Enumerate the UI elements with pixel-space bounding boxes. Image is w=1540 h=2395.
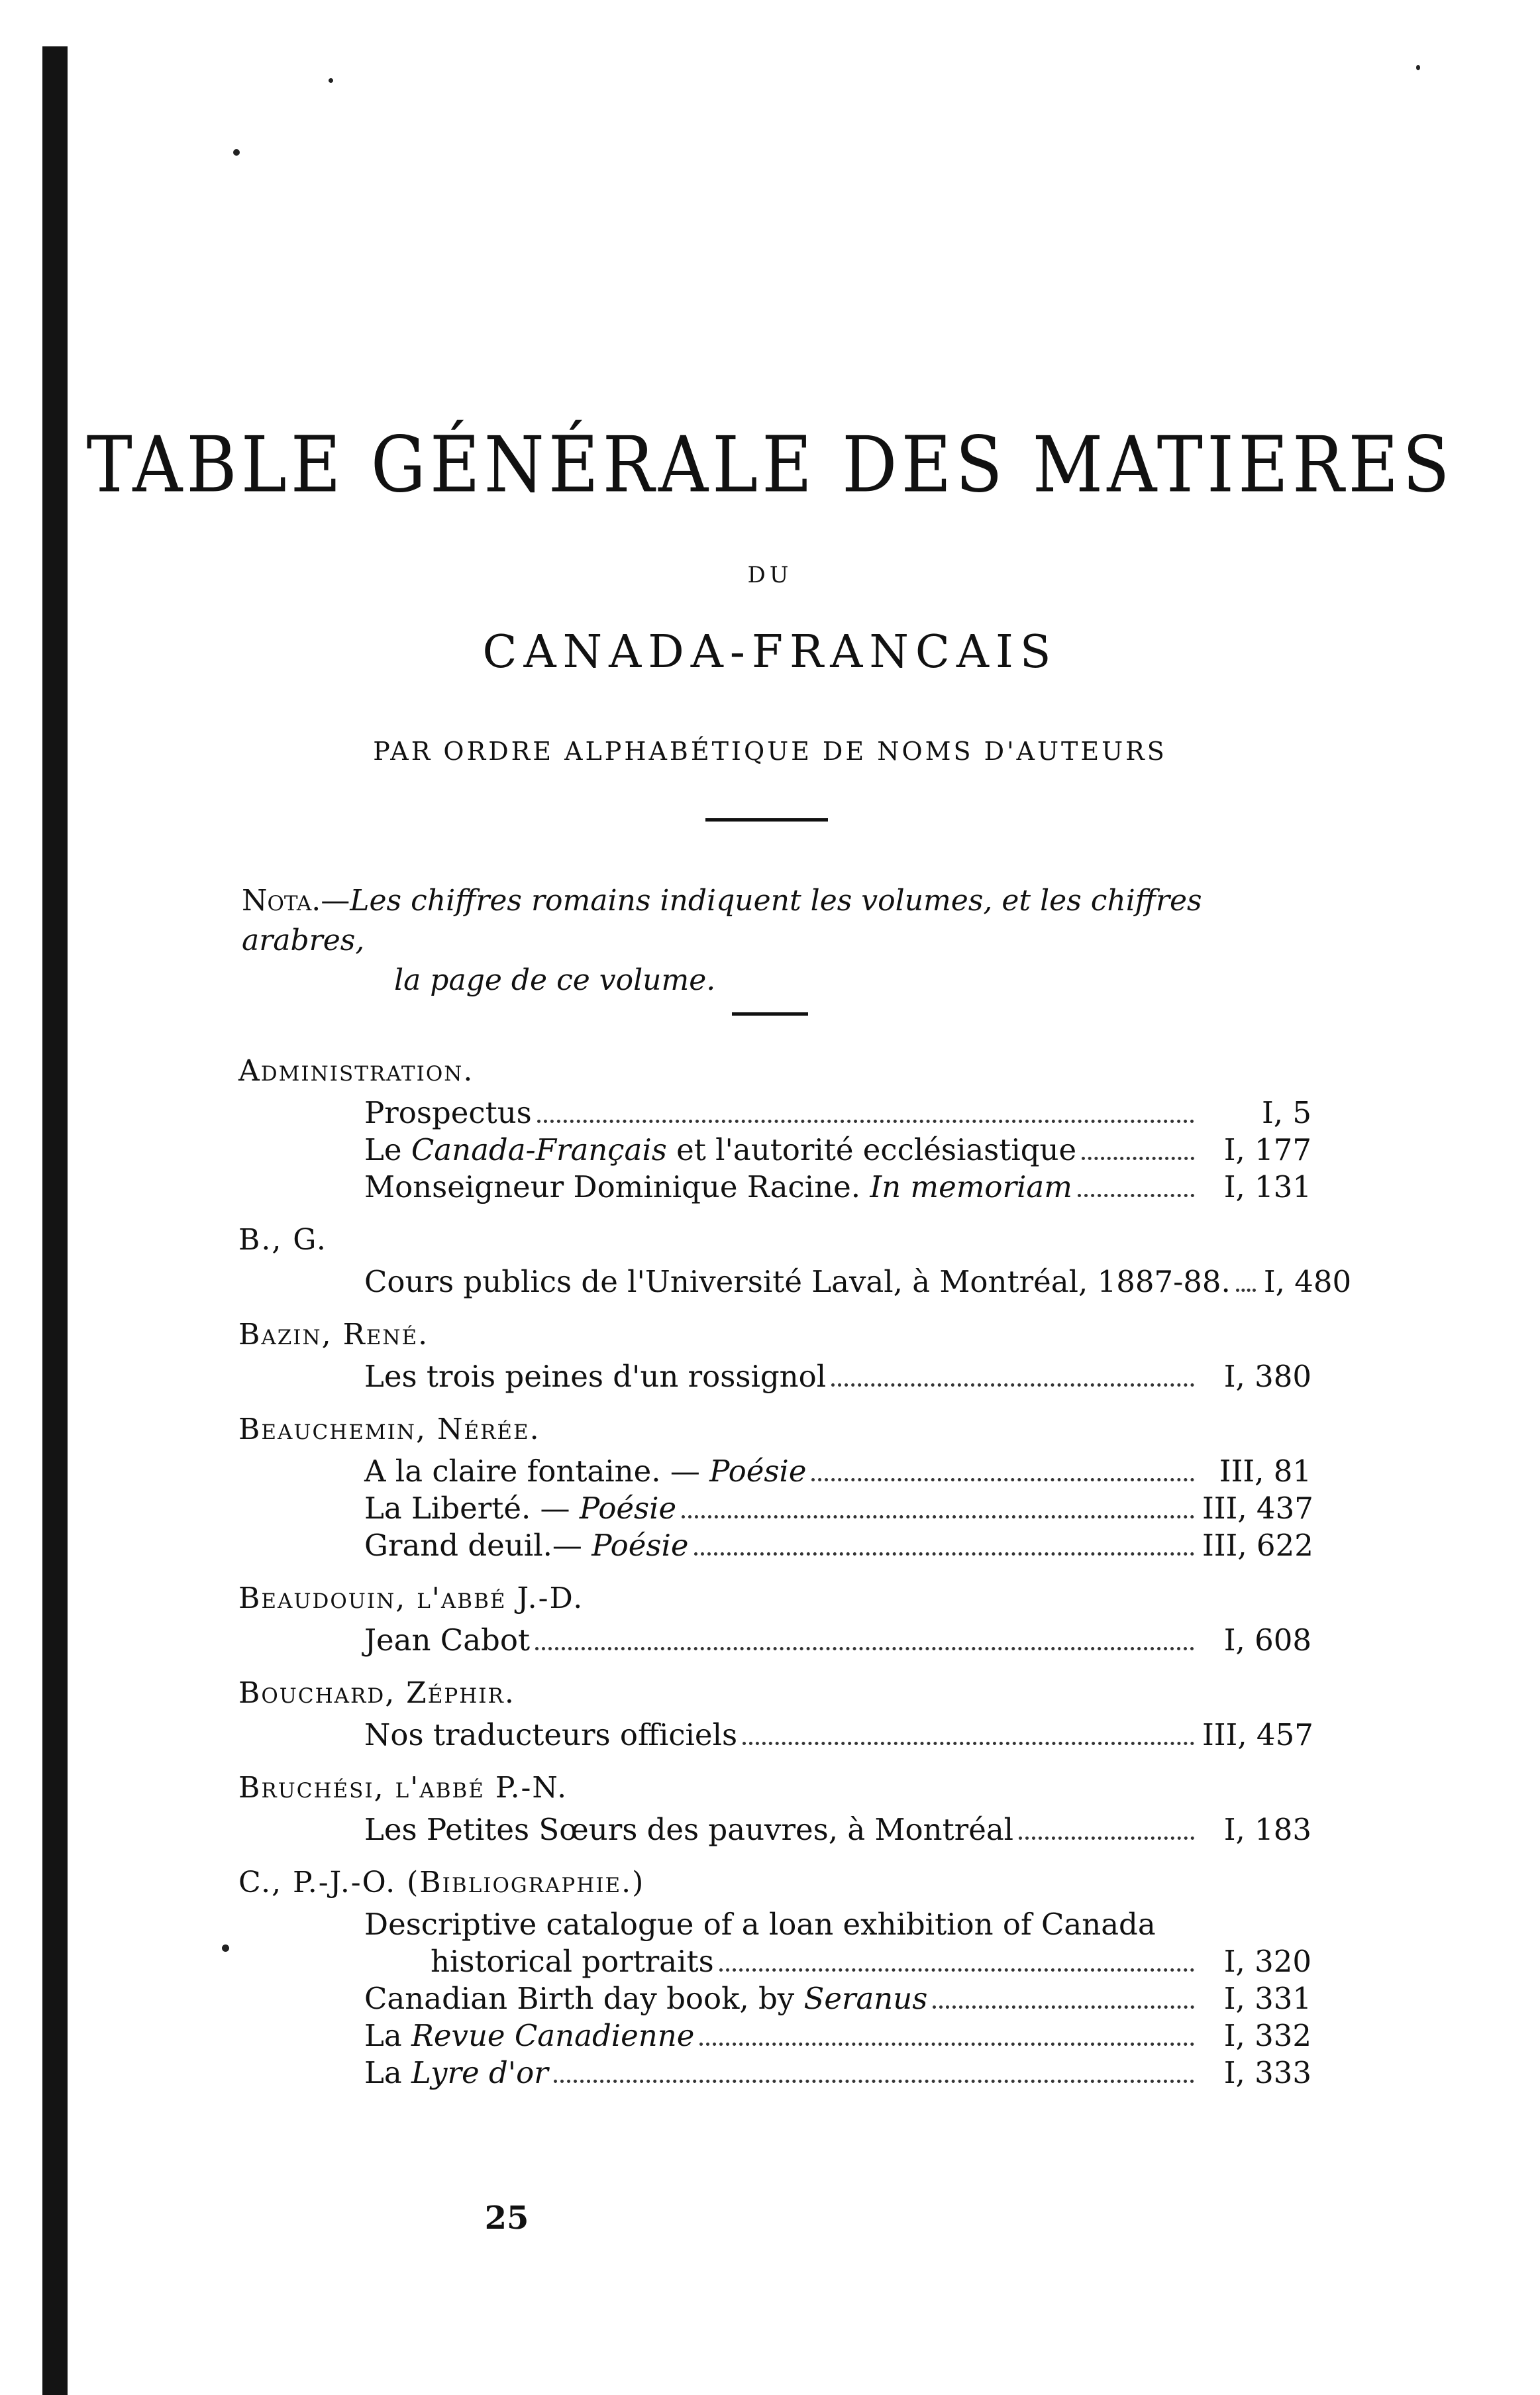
index-entry	[364, 1490, 1311, 1527]
leader-dots	[719, 1968, 1194, 1972]
author-heading	[238, 1772, 1311, 1805]
author-heading	[238, 1319, 1311, 1352]
index-entry	[364, 1169, 1311, 1206]
index-entry	[364, 1263, 1352, 1301]
author-name: Beaudouin, l'abbé J.-D.	[238, 1581, 584, 1615]
entry-title-pre: Descriptive catalogue of a loan exhibition of Canada	[364, 1907, 1156, 1942]
leader-dots	[1236, 1289, 1256, 1292]
entry-title	[364, 1527, 689, 1564]
entry-title-pre: Cours publics de l'Université Laval, à Montréal, 1887-88.	[364, 1264, 1231, 1299]
entry-title-ital: Poésie	[591, 1528, 689, 1563]
volume-page-ref: I, 183	[1223, 1812, 1311, 1847]
author-heading	[238, 1414, 1311, 1446]
leader-dots	[682, 1515, 1194, 1518]
entry-title	[364, 1169, 1072, 1206]
entry-title-pre: Monseigneur Dominique Racine.	[364, 1169, 870, 1204]
print-speck	[329, 78, 333, 83]
entry-title-post: et l'autorité ecclésiastique	[666, 1132, 1077, 1167]
entry-title	[364, 2017, 694, 2054]
volume-page-ref: III, 622	[1202, 1528, 1313, 1563]
entry-title-pre: Les trois peines d'un rossignol	[364, 1359, 827, 1394]
index-entry-continued	[431, 1943, 1311, 1980]
volume-page-ref: I, 608	[1223, 1623, 1311, 1658]
index-entry	[364, 1811, 1311, 1848]
author-name: Administration.	[238, 1054, 474, 1088]
leader-dots	[1078, 1194, 1194, 1197]
leader-dots	[694, 1552, 1195, 1556]
leader-dots	[743, 1742, 1194, 1745]
author-name: C., P.-J.-O. (Bibliographie.)	[238, 1866, 645, 1899]
index-entry	[364, 1527, 1311, 1564]
entry-title	[364, 2054, 548, 2092]
volume-page-ref: I, 332	[1223, 2018, 1311, 2053]
entry-title	[364, 1717, 737, 1754]
index-entry	[364, 1906, 1311, 1943]
volume-page-ref: I, 331	[1223, 1981, 1311, 2016]
leader-dots	[1019, 1836, 1194, 1840]
index-entry	[364, 1717, 1311, 1754]
entry-title	[364, 1453, 806, 1490]
entry-title-pre: Prospectus	[364, 1095, 532, 1130]
entry-title-pre: Le	[364, 1132, 411, 1167]
volume-page-ref: I, 320	[1223, 1944, 1311, 1979]
entry-title-pre: Les Petites Sœurs des pauvres, à Montréal	[364, 1812, 1014, 1847]
book-spine-shadow	[42, 46, 68, 2395]
entry-title-ital: In memoriam	[870, 1169, 1072, 1204]
leader-dots	[699, 2043, 1194, 2046]
nota-text-line2: la page de ce volume.	[394, 963, 716, 997]
publication-title: CANADA-FRANCAIS	[482, 626, 1058, 678]
author-index	[238, 1037, 1352, 2092]
leader-dots	[554, 2080, 1194, 2083]
print-speck	[1416, 65, 1420, 70]
entry-title-pre: Jean Cabot	[364, 1623, 531, 1658]
entry-title-ital: Lyre d'or	[411, 2055, 548, 2090]
divider-rule	[732, 1012, 808, 1016]
leader-dots	[811, 1478, 1194, 1481]
entry-title-pre: Grand deuil.—	[364, 1528, 592, 1563]
author-name: Bouchard, Zéphir.	[238, 1676, 515, 1710]
index-entry	[364, 1980, 1311, 2017]
author-heading	[238, 1583, 1311, 1615]
volume-page-ref: I, 5	[1261, 1095, 1311, 1130]
entry-title-pre: La Liberté. —	[364, 1491, 580, 1526]
entry-title-pre: Canadian Birth day book, by	[364, 1981, 804, 2016]
print-speck	[222, 1944, 229, 1952]
volume-page-ref: I, 333	[1223, 2055, 1311, 2090]
entry-title	[364, 1094, 532, 1132]
author-name: Bruchési, l'abbé P.-N.	[238, 1771, 568, 1805]
leader-dots	[535, 1647, 1194, 1650]
nota-lead: Nota.	[242, 884, 321, 918]
volume-page-ref: I, 177	[1223, 1132, 1311, 1167]
entry-title	[364, 1358, 826, 1395]
entry-title-ital: Poésie	[579, 1491, 677, 1526]
volume-page-ref: III, 437	[1202, 1491, 1313, 1526]
entry-title-pre: La	[364, 2018, 412, 2053]
entry-title	[364, 1811, 1013, 1848]
entry-title-continued: historical portraits	[431, 1944, 714, 1979]
entry-title	[364, 1622, 530, 1659]
author-name: Bazin, René.	[238, 1318, 429, 1352]
title-connector: DU	[747, 562, 793, 588]
entry-title-pre: Nos traducteurs officiels	[364, 1717, 738, 1752]
leader-dots	[537, 1120, 1194, 1123]
index-entry	[364, 1622, 1311, 1659]
index-entry	[364, 1094, 1311, 1132]
author-heading	[238, 1224, 1311, 1257]
page-title: TABLE GÉNÉRALE DES MATIERES	[86, 419, 1454, 510]
print-speck	[233, 149, 240, 156]
entry-title-ital: Seranus	[803, 1981, 928, 2016]
volume-page-ref: I, 380	[1223, 1359, 1311, 1394]
entry-title-ital: Revue Canadienne	[411, 2018, 695, 2053]
leader-dots	[1082, 1157, 1194, 1160]
index-entry	[364, 1132, 1311, 1169]
divider-rule	[705, 818, 828, 822]
nota-text-line1: Les chiffres romains indiquent les volumes, et les chiffres arabres,	[242, 884, 1202, 957]
index-entry	[364, 2054, 1311, 2092]
entry-title	[364, 1490, 676, 1527]
entry-title	[364, 1132, 1076, 1169]
entry-title-ital: Canada-Français	[411, 1132, 667, 1167]
leader-dots	[831, 1383, 1194, 1387]
index-entry	[364, 1358, 1311, 1395]
author-name: B., G.	[238, 1223, 327, 1257]
entry-title-ital: Poésie	[709, 1454, 807, 1489]
volume-page-ref: III, 457	[1202, 1717, 1313, 1752]
volume-page-ref: III, 81	[1219, 1454, 1311, 1489]
entry-title-pre: A la claire fontaine. —	[364, 1454, 710, 1489]
page-subtitle: PAR ORDRE ALPHABÉTIQUE DE NOMS D'AUTEURS	[373, 737, 1167, 766]
author-heading	[238, 1867, 1311, 1899]
author-name: Beauchemin, Nérée.	[238, 1412, 540, 1446]
entry-title	[364, 1263, 1231, 1301]
author-heading	[238, 1677, 1311, 1710]
index-entry	[364, 2017, 1311, 2054]
volume-page-ref: I, 480	[1263, 1264, 1352, 1299]
nota-dash: —	[321, 884, 350, 918]
index-entry	[364, 1453, 1311, 1490]
entry-title	[364, 1980, 927, 2017]
author-heading	[238, 1055, 1311, 1088]
entry-title-pre: La	[364, 2055, 412, 2090]
entry-title	[364, 1907, 1156, 1942]
nota-note	[242, 881, 1308, 1000]
leader-dots	[933, 2005, 1194, 2009]
volume-page-ref: I, 131	[1223, 1169, 1311, 1204]
page-number: 25	[484, 2200, 529, 2237]
